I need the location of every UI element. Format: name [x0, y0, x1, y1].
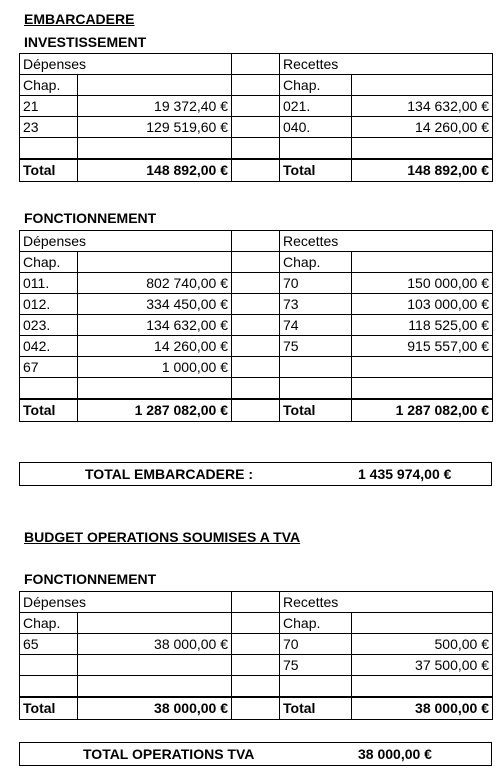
spacer-cell: [232, 117, 280, 138]
recettes-total-value: 148 892,00 €: [352, 159, 493, 182]
total-row: [20, 159, 493, 182]
recettes-amount: [352, 357, 493, 378]
chap-row: [20, 613, 493, 634]
depenses-total-label: Total: [20, 399, 78, 422]
depenses-chapter: 042.: [20, 336, 78, 357]
depenses-chapter: 65: [20, 634, 78, 655]
spacer-cell: [232, 655, 280, 676]
depenses-amount: 1 000,00 €: [78, 357, 232, 378]
spacer-cell: [232, 399, 280, 422]
empty-cell: [78, 613, 232, 634]
depenses-chapter: [20, 676, 78, 697]
spacer-cell: [232, 75, 280, 96]
depenses-total-value: 1 287 082,00 €: [78, 399, 232, 422]
depenses-chapter: 23: [20, 117, 78, 138]
spacer-cell: [232, 138, 280, 159]
spacer-cell: [232, 159, 280, 182]
empty-cell: [78, 75, 232, 96]
depenses-header: Dépenses: [20, 231, 232, 252]
table-row: [20, 357, 493, 378]
depenses-header: Dépenses: [20, 592, 232, 613]
depenses-total-value: 148 892,00 €: [78, 159, 232, 182]
spacer-cell: [232, 96, 280, 117]
recettes-chapter: 70: [280, 273, 352, 294]
fonctionnement-table: [19, 230, 493, 422]
recettes-chapter: 74: [280, 315, 352, 336]
depenses-total-label: Total: [20, 159, 78, 182]
recettes-amount: 37 500,00 €: [352, 655, 493, 676]
depenses-chap-label: Chap.: [20, 613, 78, 634]
recettes-amount: 500,00 €: [352, 634, 493, 655]
chap-row: [20, 252, 493, 273]
recettes-chapter: [280, 357, 352, 378]
recettes-amount: 150 000,00 €: [352, 273, 493, 294]
recettes-chapter: 75: [280, 336, 352, 357]
empty-cell: [78, 252, 232, 273]
spacer-cell: [232, 252, 280, 273]
table-row: [20, 294, 493, 315]
recettes-amount: 134 632,00 €: [352, 96, 493, 117]
depenses-amount: 334 450,00 €: [78, 294, 232, 315]
depenses-chap-label: Chap.: [20, 252, 78, 273]
recettes-chapter: 75: [280, 655, 352, 676]
table-row: [20, 117, 493, 138]
table-row: [20, 336, 493, 357]
depenses-chapter: 21: [20, 96, 78, 117]
spacer-cell: [232, 613, 280, 634]
total-tva-box: [19, 742, 492, 766]
recettes-total-value: 38 000,00 €: [352, 697, 493, 720]
depenses-total-value: 38 000,00 €: [78, 697, 232, 720]
depenses-chapter: [20, 655, 78, 676]
tva-title: BUDGET OPERATIONS SOUMISES A TVA: [24, 529, 301, 545]
depenses-chapter: 67: [20, 357, 78, 378]
depenses-chapter: 023.: [20, 315, 78, 336]
chap-row: [20, 75, 493, 96]
recettes-chapter: 70: [280, 634, 352, 655]
recettes-chapter: [280, 378, 352, 399]
recettes-amount: 915 557,00 €: [352, 336, 493, 357]
recettes-total-label: Total: [280, 399, 352, 422]
table-row: [20, 378, 493, 399]
recettes-amount: [352, 378, 493, 399]
recettes-chap-label: Chap.: [280, 613, 352, 634]
recettes-chap-label: Chap.: [280, 252, 352, 273]
recettes-header: Recettes: [280, 54, 493, 75]
depenses-amount: [78, 655, 232, 676]
spacer-cell: [232, 592, 280, 613]
empty-cell: [352, 613, 493, 634]
recettes-amount: 103 000,00 €: [352, 294, 493, 315]
depenses-header: Dépenses: [20, 54, 232, 75]
spacer-cell: [232, 231, 280, 252]
spacer-cell: [232, 273, 280, 294]
depenses-amount: 802 740,00 €: [78, 273, 232, 294]
depenses-chapter: 012.: [20, 294, 78, 315]
depenses-chapter: [20, 378, 78, 399]
header-row: [20, 231, 493, 252]
total-row: [20, 399, 493, 422]
recettes-total-label: Total: [280, 697, 352, 720]
table-row: [20, 676, 493, 697]
spacer-cell: [232, 294, 280, 315]
table-row: [20, 96, 493, 117]
spacer-cell: [232, 54, 280, 75]
document-title: EMBARCADERE: [24, 11, 135, 27]
depenses-amount: 19 372,40 €: [78, 96, 232, 117]
depenses-amount: [78, 138, 232, 159]
recettes-chapter: [280, 676, 352, 697]
table-row: [20, 315, 493, 336]
tva-fonctionnement-heading: FONCTIONNEMENT: [24, 571, 157, 587]
recettes-amount: [352, 138, 493, 159]
empty-cell: [352, 252, 493, 273]
table-row: [20, 138, 493, 159]
spacer-cell: [232, 676, 280, 697]
total-embarcadere-value: 1 435 974,00 €: [358, 466, 452, 482]
depenses-total-label: Total: [20, 697, 78, 720]
depenses-chapter: [20, 138, 78, 159]
depenses-amount: [78, 676, 232, 697]
spacer-cell: [232, 697, 280, 720]
recettes-header: Recettes: [280, 231, 493, 252]
total-embarcadere-label: TOTAL EMBARCADERE :: [85, 466, 253, 482]
depenses-amount: [78, 378, 232, 399]
recettes-chapter: 040.: [280, 117, 352, 138]
depenses-amount: 129 519,60 €: [78, 117, 232, 138]
recettes-chapter: [280, 138, 352, 159]
fonctionnement-heading: FONCTIONNEMENT: [24, 210, 157, 226]
depenses-amount: 38 000,00 €: [78, 634, 232, 655]
recettes-chapter: 73: [280, 294, 352, 315]
investissement-table: [19, 53, 493, 182]
spacer-cell: [232, 357, 280, 378]
header-row: [20, 54, 493, 75]
recettes-total-value: 1 287 082,00 €: [352, 399, 493, 422]
spacer-cell: [232, 378, 280, 399]
recettes-amount: [352, 676, 493, 697]
depenses-chapter: 011.: [20, 273, 78, 294]
recettes-amount: 118 525,00 €: [352, 315, 493, 336]
recettes-chapter: 021.: [280, 96, 352, 117]
total-tva-value: 38 000,00 €: [358, 746, 432, 762]
table-row: [20, 273, 493, 294]
spacer-cell: [232, 634, 280, 655]
recettes-header: Recettes: [280, 592, 493, 613]
spacer-cell: [232, 336, 280, 357]
table-row: [20, 634, 493, 655]
recettes-chap-label: Chap.: [280, 75, 352, 96]
total-embarcadere-box: [19, 462, 492, 486]
depenses-amount: 134 632,00 €: [78, 315, 232, 336]
total-row: [20, 697, 493, 720]
table-row: [20, 655, 493, 676]
total-tva-label: TOTAL OPERATIONS TVA: [83, 746, 255, 762]
header-row: [20, 592, 493, 613]
recettes-amount: 14 260,00 €: [352, 117, 493, 138]
recettes-total-label: Total: [280, 159, 352, 182]
tva-fonctionnement-table: [19, 591, 493, 720]
spacer-cell: [232, 315, 280, 336]
empty-cell: [352, 75, 493, 96]
depenses-amount: 14 260,00 €: [78, 336, 232, 357]
depenses-chap-label: Chap.: [20, 75, 78, 96]
investissement-heading: INVESTISSEMENT: [24, 34, 147, 50]
